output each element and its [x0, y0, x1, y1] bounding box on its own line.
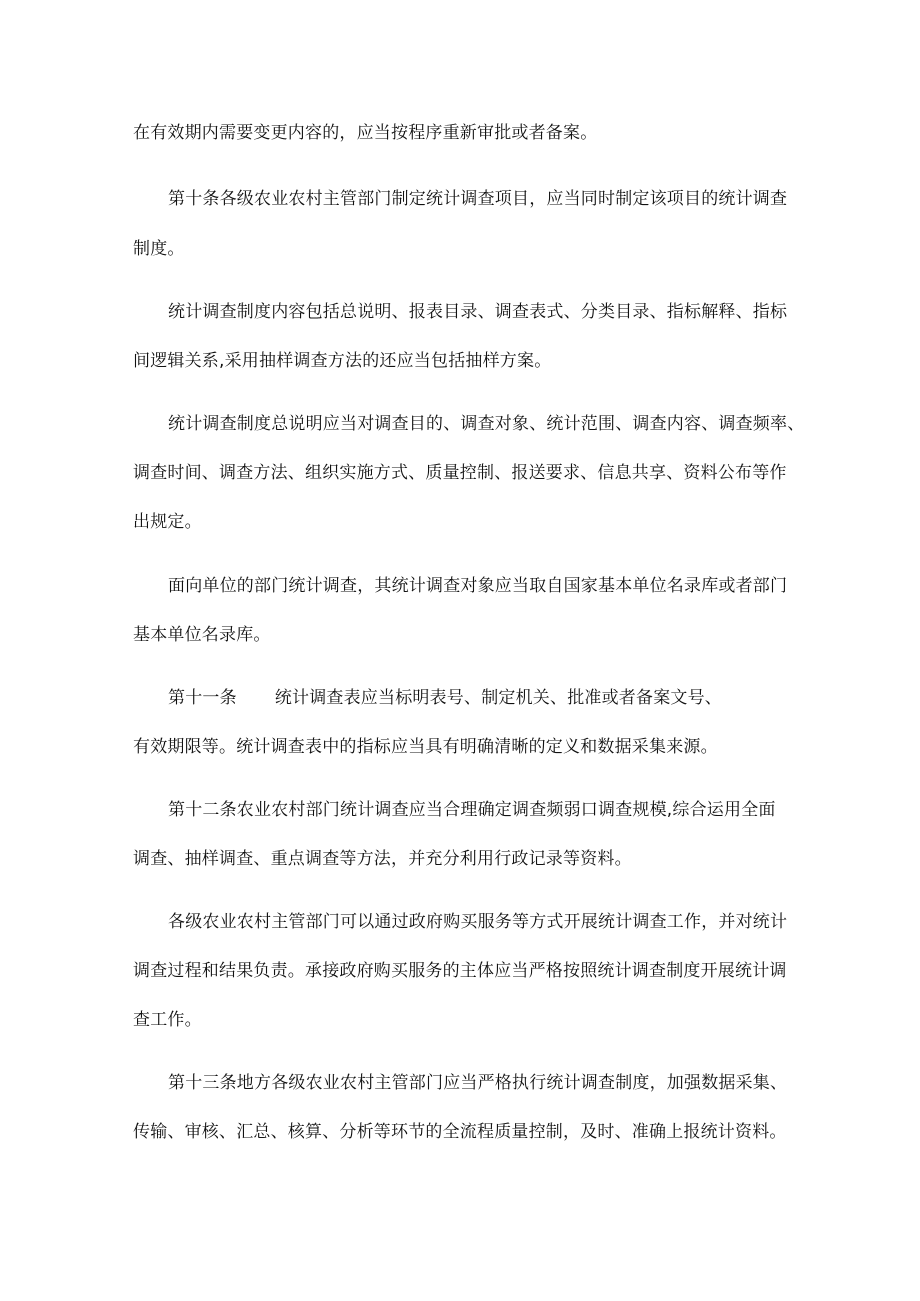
- article-text: 统计调查表应当标明表号、制定机关、批准或者备案文号、: [274, 688, 723, 708]
- text-line: 在有效期内需要变更内容的，应当按程序重新审批或者备案。: [133, 123, 598, 143]
- article-11-line: [168, 686, 722, 710]
- text-line: 制度。: [133, 239, 185, 259]
- text-line: 基本单位名录库。: [133, 625, 271, 645]
- text-line: 调查时间、调查方法、组织实施方式、质量控制、报送要求、信息共享、资料公布等作: [133, 463, 787, 483]
- text-line: 面向单位的部门统计调查，其统计调查对象应当取自国家基本单位名录库或者部门: [168, 576, 788, 596]
- text-line: 各级农业农村主管部门可以通过政府购买服务等方式开展统计调查工作，并对统计: [168, 912, 788, 932]
- text-line: 统计调查制度总说明应当对调查目的、调查对象、统计范围、调查内容、调查频率、: [168, 414, 805, 434]
- text-line: 传输、审核、汇总、核算、分析等环节的全流程质量控制，及时、准确上报统计资料。: [133, 1122, 787, 1142]
- text-line: 调查、抽样调查、重点调查等方法，并充分利用行政记录等资料。: [133, 849, 632, 869]
- text-line: 统计调查制度内容包括总说明、报表目录、调查表式、分类目录、指标解释、指标: [168, 302, 788, 322]
- text-line: 第十三条地方各级农业农村主管部门应当严格执行统计调查制度，加强数据采集、: [168, 1073, 788, 1093]
- text-line: 第十条各级农业农村主管部门制定统计调查项目，应当同时制定该项目的统计调查: [168, 189, 788, 209]
- article-number: 第十一条: [168, 688, 237, 708]
- text-line: 调查过程和结果负责。承接政府购买服务的主体应当严格按照统计调查制度开展统计调: [133, 961, 787, 981]
- text-line: 有效期限等。统计调查表中的指标应当具有明确清晰的定义和数据采集来源。: [133, 737, 718, 757]
- text-line: 间逻辑关系,采用抽样调查方法的还应当包括抽样方案。: [133, 351, 552, 371]
- text-line: 第十二条农业农村部门统计调查应当合理确定调查频弱口调查规模,综合运用全面: [168, 800, 776, 820]
- text-line: 出规定。: [133, 512, 202, 532]
- text-line: 查工作。: [133, 1010, 202, 1030]
